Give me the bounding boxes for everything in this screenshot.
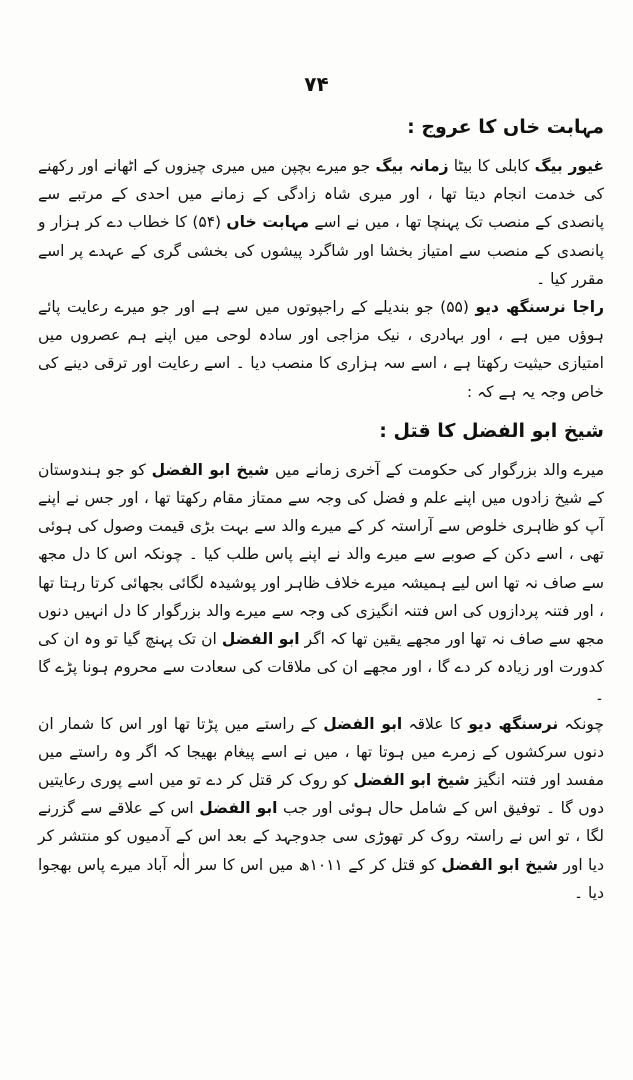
section-body-mahabat-khan	[38, 152, 604, 406]
text-run: چونکہ	[558, 714, 604, 733]
bold-name: شیخ ابو الفضل	[353, 771, 470, 790]
text-run: کو جو ہندوستان کے شیخ زادوں میں اپنے علم و فضل کی وجہ سے ممتاز مقام رکھتا تھا ، اور جس نے اپنے آپ کو ظاہری خلوص سے آراستہ کر کے میرے والد سے بہت بڑی قیمت وصول کی ہوئی تھی ، اسے دکن کے صوبے سے میرے والد نے اپنے پاس طلب کیا ۔ چونکہ اس کا دل مجھ سے صاف نہ تھا اس لیے ہمیشہ میرے خلاف ظاہر اور پوشیدہ لگائی بجھائی کرتا رہتا تھا ، اور فتنہ پردازوں کی اس فتنہ انگیزی کی وجہ سے میرے والد بزرگوار کا دل انہیں دنوں مجھ سے صاف نہ تھا اور مجھے یقین تھا کہ اگر	[38, 460, 604, 649]
text-run: کو قتل کر کے ۱۰۱۱ھ میں اس کا سر الٰہ آباد میرے پاس بھجوا دیا ۔	[38, 855, 604, 902]
text-run: ان تک پہنچ گیا تو وہ ان کی کدورت اور زیادہ کر دے گا ، اور مجھے ان کی ملاقات کی سعادت سے محروم ہونا پڑے گا ۔	[38, 630, 604, 705]
text-run: کابلی کا بیٹا	[448, 157, 535, 175]
section-body-abul-fazl-murder	[38, 456, 604, 907]
section-heading-mahabat-khan: مہابت خاں کا عروج :	[407, 116, 604, 138]
bold-name: نرسنگھ دیو	[468, 714, 559, 733]
bold-name: راجا نرسنگھ دیو	[475, 298, 604, 317]
text-run: کا علاقہ	[402, 714, 469, 733]
bold-name: شیخ ابو الفضل	[441, 855, 559, 874]
text-run: کو روک کر قتل کر دے تو میں اسے پوری رعایتیں دوں گا ۔ توفیق اس کے شامل حال ہوئی اور جب	[38, 771, 604, 818]
section-heading-abul-fazl-murder: شیخ ابو الفضل کا قتل :	[379, 419, 604, 442]
bold-name: مہابت خاں	[226, 213, 310, 232]
text-run: جو میرے بچپن میں میری چیزوں کے اٹھانے اور رکھنے کی خدمت انجام دیتا تھا ، اور میری شاہ زادگی کے زمانے میں احدی کے مرتبے سے پانصدی کے منصب تک پہنچا تھا ، میں نے اسے	[38, 157, 605, 232]
text-run: میرے والد بزرگوار کی حکومت کے آخری زمانے میں	[269, 460, 604, 479]
paragraph	[38, 152, 604, 293]
bold-name: غیور بیگ	[534, 157, 605, 175]
text-run: (۵۴) کا خطاب دے کر ہزار و پانصدی کے منصب سے امتیاز بخشا اور شاگرد پیشوں کی بخشی گری کے عہدے پر اسے مقرر کیا ۔	[38, 213, 604, 288]
bold-name: ابو الفضل	[323, 714, 403, 733]
page-content	[38, 108, 604, 907]
bold-name: شیخ ابو الفضل	[151, 460, 270, 479]
bold-name: زمانہ بیگ	[375, 157, 449, 175]
paragraph	[38, 293, 604, 406]
text-run: (۵۵) جو بندیلے کے راجپوتوں میں سے ہے اور جو میرے رعایت پائے ہوؤں میں ہے ، اور بہادری ، نیک مزاجی اور سادہ لوحی میں اپنے ہم عصروں میں امتیازی حیثیت رکھتا ہے ، اسے سہ ہزاری کا منصب دیا ۔ اسے رعایت اور ترقی دینے کی خاص وجہ یہ ہے کہ :	[38, 298, 604, 401]
paragraph	[38, 456, 604, 710]
page-number: ۷۴	[304, 72, 329, 96]
text-run: اس کے علاقے سے گزرنے لگا ، تو اس نے راستہ روک کر تھوڑی سی جدوجہد کے بعد اس کے آدمیوں کو منتشر کر دیا اور	[38, 799, 604, 874]
paragraph	[38, 710, 604, 907]
bold-name: ابو الفضل	[199, 799, 278, 818]
text-run: کے راستے میں پڑتا تھا اور اس کا شمار ان دنوں سرکشوں کے زمرے میں ہوتا تھا ، میں نے اسے پیغام بھیجا کہ اگر وہ راستے میں مفسد اور فتنہ انگیز	[38, 714, 605, 790]
bold-name: ابو الفضل	[221, 630, 300, 649]
